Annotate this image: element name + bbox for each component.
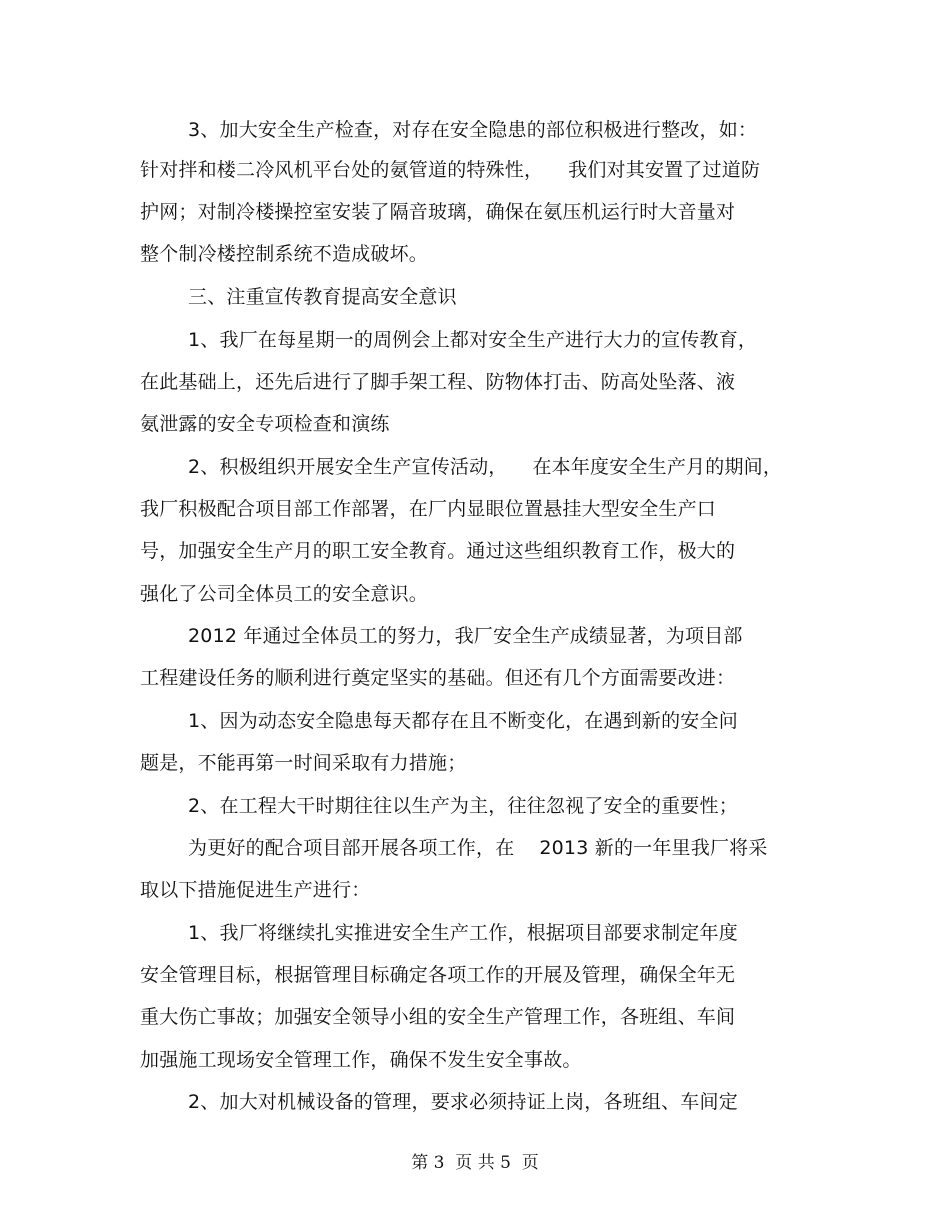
page-number-footer: 第 3 页 共 5 页 — [411, 1153, 539, 1173]
paragraph-line: 1、因为动态安全隐患每天都存在且不断变化，在遇到新的安全问 — [188, 710, 738, 732]
paragraph-line: 2、加大对机械设备的管理，要求必须持证上岗，各班组、车间定 — [188, 1091, 738, 1113]
paragraph-line: 1、我厂将继续扎实推进安全生产工作，根据项目部要求制定年度 — [188, 922, 738, 944]
paragraph-line: 题是，不能再第一时间采取有力措施； — [140, 752, 467, 774]
paragraph-line: 在此基础上，还先后进行了脚手架工程、防物体打击、防高处坠落、液 — [140, 371, 736, 393]
paragraph-line: 整个制冷楼控制系统不造成破坏。 — [140, 243, 429, 265]
paragraph-line: 护网；对制冷楼操控室安装了隔音玻璃，确保在氨压机运行时大音量对 — [140, 201, 736, 223]
paragraph-line: 加强施工现场安全管理工作，确保不发生安全事故。 — [140, 1049, 582, 1071]
paragraph-line: 取以下措施促进生产进行： — [140, 879, 371, 901]
paragraph-line: 2、积极组织开展安全生产宣传活动， 在本年度安全生产月的期间， — [188, 456, 783, 478]
paragraph-line: 号，加强安全生产月的职工安全教育。通过这些组织教育工作，极大的 — [140, 540, 736, 562]
paragraph-line: 工程建设任务的顺利进行奠定坚实的基础。但还有几个方面需要改进： — [140, 667, 736, 689]
paragraph-line: 2012 年通过全体员工的努力，我厂安全生产成绩显著，为项目部 — [188, 625, 743, 647]
paragraph-line: 为更好的配合项目部开展各项工作，在 2013 新的一年里我厂将采 — [188, 837, 768, 859]
paragraph-line: 我厂积极配合项目部工作部署，在厂内显眼位置悬挂大型安全生产口 — [140, 498, 717, 520]
section-heading: 三、注重宣传教育提高安全意识 — [188, 286, 457, 308]
paragraph-line: 1、我厂在每星期一的周例会上都对安全生产进行大力的宣传教育， — [188, 329, 758, 351]
paragraph-line: 强化了公司全体员工的安全意识。 — [140, 583, 429, 605]
paragraph-line: 重大伤亡事故；加强安全领导小组的安全生产管理工作，各班组、车间 — [140, 1006, 736, 1028]
paragraph-line: 氨泄露的安全专项检查和演练 — [140, 413, 390, 435]
paragraph-line: 3、加大安全生产检查，对存在安全隐患的部位积极进行整改，如： — [188, 119, 758, 141]
paragraph-line: 安全管理目标，根据管理目标确定各项工作的开展及管理，确保全年无 — [140, 964, 736, 986]
paragraph-line: 针对拌和楼二冷风机平台处的氨管道的特殊性， 我们对其安置了过道防 — [140, 159, 761, 181]
paragraph-line: 2、在工程大干时期往往以生产为主，往往忽视了安全的重要性； — [188, 795, 738, 817]
